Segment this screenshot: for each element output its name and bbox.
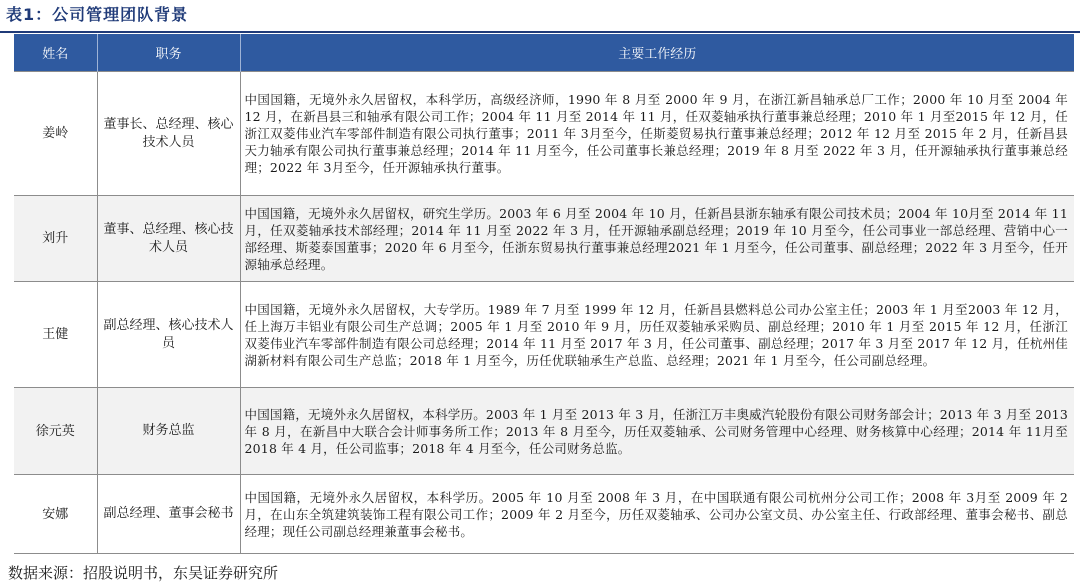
- person-role: 董事长、总经理、核心技术人员: [97, 72, 240, 196]
- person-experience: 中国国籍，无境外永久居留权，大专学历。1989 年 7 月至 1999 年 12 月，任新昌县燃料总公司办公室主任；2003 年 1 月至2003 年 12 月，任上海万丰铝业有限公司生产总调；2005 年 1 月至 2010 年 9 月，历任双菱轴承采购员、副总经理；2010 年 1 月至 2015 年 12 月，任浙江双菱伟业汽车零部件制造有限公司总经理；2014 年 11 月至 2017 年 3 月，任公司董事、副总经理；2017 年 3 月至 2017 年 12 月，任杭州佳湖新材料有限公司生产总监；2018 年 1 月至今，历任优联轴承生产总监、总经理；2021 年 1 月至今，任公司副总经理。: [240, 282, 1074, 388]
- title-rule: [0, 31, 1080, 33]
- person-name: 徐元英: [14, 388, 97, 475]
- person-role: 副总经理、核心技术人员: [97, 282, 240, 388]
- person-name: 刘升: [14, 196, 97, 282]
- table-row: [14, 72, 1074, 196]
- person-name: 姜岭: [14, 72, 97, 196]
- header-role: 职务: [97, 34, 240, 72]
- person-experience: 中国国籍，无境外永久居留权，研究生学历。2003 年 6 月至 2004 年 10 月，任新昌县浙东轴承有限公司技术员；2004 年 10月至 2014 年 11 月，任双菱轴承技术部经理；2014 年 11 月至 2022 年 3 月，任开源轴承副总经理；2019 年 10 月至今，任公司事业一部总经理、营销中心一部经理、斯菱泰国董事；2020 年 6 月至今，任浙东贸易执行董事兼总经理2021 年 1 月至今，任公司董事、副总经理；2022 年 3 月至今，任开源轴承总经理。: [240, 196, 1074, 282]
- person-experience: 中国国籍，无境外永久居留权，本科学历，高级经济师，1990 年 8 月至 2000 年 9 月，在浙江新昌轴承总厂工作；2000 年 10 月至 2004 年 12 月，在新昌县三和轴承有限公司工作；2004 年 11 月至 2014 年 11 月，任双菱轴承执行董事兼总经理；2010 年 1 月至2015 年 12 月，任浙江双菱伟业汽车零部件制造有限公司执行董事；2011 年 3月至今，任斯菱贸易执行董事兼总经理；2012 年 12 月至 2015 年 2 月，任新昌县天力轴承有限公司执行董事兼总经理；2014 年 11 月至今，任公司董事长兼总经理；2019 年 8 月至 2022 年 3 月，任开源轴承执行董事兼总经理；2022 年 3月至今，任开源轴承执行董事。: [240, 72, 1074, 196]
- table-row: [14, 475, 1074, 554]
- person-experience: 中国国籍，无境外永久居留权，本科学历。2005 年 10 月至 2008 年 3 月，在中国联通有限公司杭州分公司工作；2008 年 3月至 2009 年 2 月，在山东全筑建筑装饰工程有限公司工作；2009 年 2 月至今，历任双菱轴承、公司办公室文员、办公室主任、行政部经理、董事会秘书、副总经理；现任公司副总经理兼董事会秘书。: [240, 475, 1074, 554]
- person-experience: 中国国籍，无境外永久居留权，本科学历。2003 年 1 月至 2013 年 3 月，任浙江万丰奥威汽轮股份有限公司财务部会计；2013 年 3 月至 2013 年 8 月，在新昌中大联合会计师事务所工作；2013 年 8 月至今，历任双菱轴承、公司财务管理中心经理、财务核算中心经理；2014 年 11月至 2018 年 4 月，任公司监事；2018 年 4 月至今，任公司财务总监。: [240, 388, 1074, 475]
- header-experience: 主要工作经历: [240, 34, 1074, 72]
- person-name: 王健: [14, 282, 97, 388]
- table-row: [14, 196, 1074, 282]
- data-source-note: 数据来源：招股说明书，东吴证券研究所: [8, 564, 279, 582]
- table-row: [14, 282, 1074, 388]
- table-row: [14, 388, 1074, 475]
- person-role: 财务总监: [97, 388, 240, 475]
- person-name: 安娜: [14, 475, 97, 554]
- person-role: 副总经理、董事会秘书: [97, 475, 240, 554]
- management-table: [14, 34, 1074, 554]
- table-header-row: [14, 34, 1074, 72]
- table-title: 表1：公司管理团队背景: [6, 5, 189, 24]
- person-role: 董事、总经理、核心技术人员: [97, 196, 240, 282]
- header-name: 姓名: [14, 34, 97, 72]
